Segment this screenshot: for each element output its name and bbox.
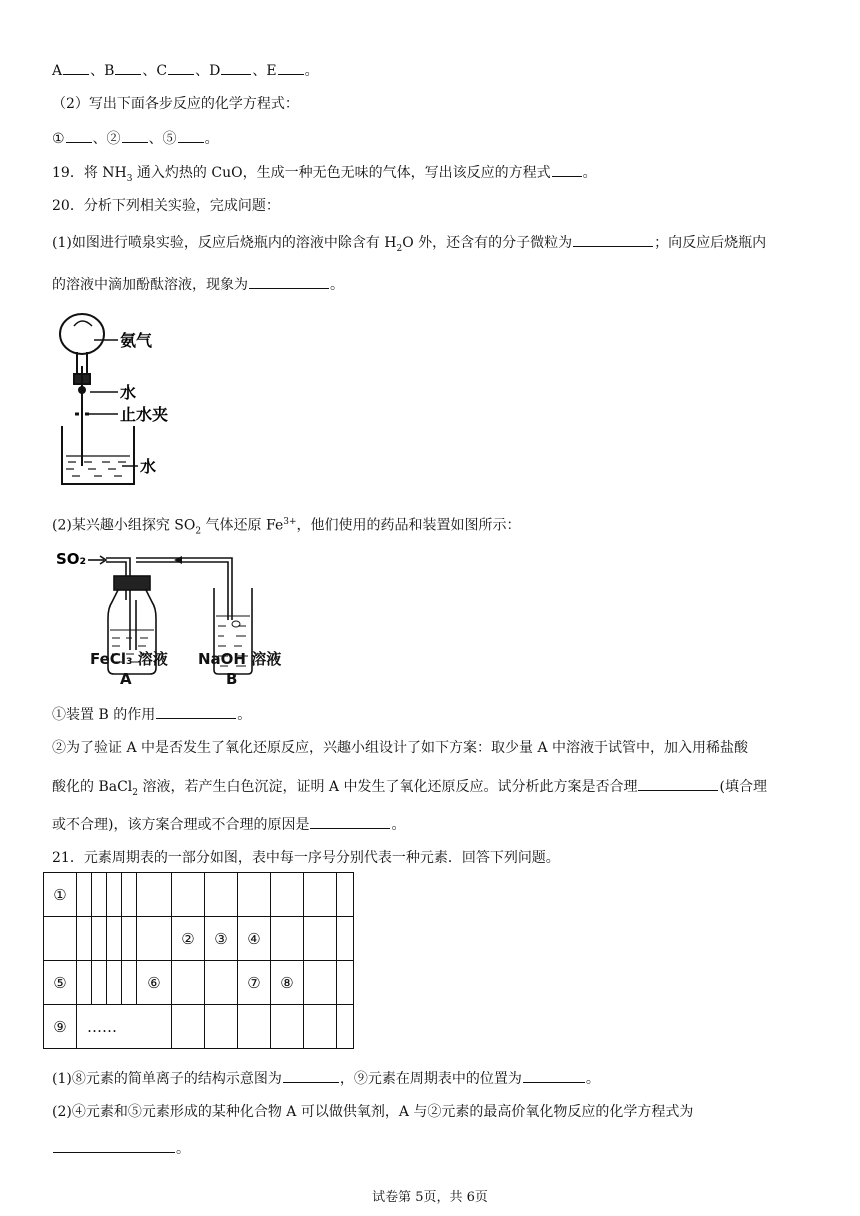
- text: (1)⑧元素的简单离子的结构示意图为: [52, 1071, 282, 1087]
- label-water-top: 水: [120, 383, 137, 402]
- pt-cell: [337, 917, 354, 961]
- text: 。: [237, 707, 252, 723]
- pt-cell: ③: [205, 917, 238, 961]
- question-21-2-cont: [52, 1138, 190, 1159]
- text: 。: [176, 1141, 190, 1157]
- text: 。: [582, 165, 597, 181]
- answer-line-abcde: [52, 60, 319, 81]
- pt-cell: [172, 873, 205, 917]
- pt-cell: [304, 873, 337, 917]
- pt-cell: [271, 1005, 304, 1049]
- pt-cell: ⑦: [238, 961, 271, 1005]
- text: 、B: [90, 63, 115, 79]
- label-apparatus-b: B: [226, 670, 238, 688]
- question-20-2-b-cont2: [52, 814, 405, 835]
- text: 气体还原 Fe: [201, 517, 284, 534]
- page-footer: 试卷第 5页，共 6页: [372, 1190, 488, 1205]
- label-ammonia: 氨气: [120, 331, 153, 350]
- pt-cell: [172, 961, 205, 1005]
- text: ；向反应后烧瓶内: [654, 235, 767, 251]
- periodic-table-fragment: [43, 872, 354, 1049]
- text: 、②: [92, 131, 121, 147]
- pt-cell: [271, 917, 304, 961]
- pt-cell: [92, 961, 107, 1005]
- pt-cell: [107, 917, 122, 961]
- superscript: 3+: [283, 517, 297, 527]
- text: ，他们使用的药品和装置如图所示：: [296, 517, 521, 534]
- pt-cell: [304, 1005, 337, 1049]
- pt-cell: ①: [44, 873, 77, 917]
- blank[interactable]: [552, 162, 582, 177]
- pt-cell: [137, 917, 172, 961]
- blank[interactable]: [63, 60, 89, 75]
- pt-cell: [337, 873, 354, 917]
- label-fecl3-solution: FeCl₃ 溶液: [90, 650, 168, 668]
- label-clamp: 止水夹: [120, 405, 169, 424]
- text: A: [52, 63, 63, 79]
- question-20-2-a: [52, 704, 251, 725]
- pt-cell: [44, 917, 77, 961]
- blank[interactable]: [178, 128, 204, 143]
- pt-cell: [92, 873, 107, 917]
- question-21-1: [52, 1068, 600, 1089]
- text: 。: [391, 817, 406, 833]
- pt-cell: ②: [172, 917, 205, 961]
- label-so2: SO₂: [56, 550, 87, 568]
- pt-cell: [337, 961, 354, 1005]
- pt-cell: [205, 873, 238, 917]
- text: 。: [585, 1071, 600, 1087]
- text: 、C: [142, 63, 168, 79]
- pt-cell: [304, 917, 337, 961]
- question-text: （2）写出下面各步反应的化学方程式：: [52, 96, 299, 112]
- text: 酸化的 BaCl: [52, 779, 133, 795]
- question-21-2: (2)④元素和⑤元素形成的某种化合物 A 可以做供氧剂，A 与②元素的最高价氧化物反应的化学方程式为: [52, 1104, 694, 1120]
- blank[interactable]: [310, 814, 390, 829]
- so2-figure-captions: [52, 646, 302, 692]
- text: 、D: [195, 63, 221, 79]
- question-20: 20．分析下列相关实验，完成问题：: [52, 198, 280, 214]
- answer-line-equations: [52, 128, 219, 149]
- pt-cell: [205, 961, 238, 1005]
- label-water-bottom: 水: [140, 457, 157, 476]
- text: O 外，还含有的分子微粒为: [402, 235, 573, 251]
- subscript: 2: [396, 243, 403, 254]
- pt-cell: [122, 961, 137, 1005]
- label-naoh-solution: NaOH 溶液: [198, 650, 282, 668]
- blank[interactable]: [283, 1068, 339, 1083]
- pt-cell: [238, 1005, 271, 1049]
- blank[interactable]: [53, 1138, 175, 1153]
- text: 、E: [252, 63, 277, 79]
- blank[interactable]: [115, 60, 141, 75]
- pt-cell: ⑧: [271, 961, 304, 1005]
- blank[interactable]: [156, 704, 236, 719]
- text: 通入灼热的 CuO，生成一种无色无味的气体，写出该反应的方程式: [132, 165, 551, 181]
- pt-cell: [271, 873, 304, 917]
- question-21: 21．元素周期表的一部分如图，表中每一序号分别代表一种元素．回答下列问题。: [52, 850, 560, 866]
- question-20-1-cont: [52, 274, 344, 295]
- text: (填合理: [719, 779, 767, 795]
- blank[interactable]: [66, 128, 92, 143]
- blank[interactable]: [168, 60, 194, 75]
- pt-cell: [77, 917, 92, 961]
- blank[interactable]: [221, 60, 251, 75]
- fountain-experiment-figure: [52, 306, 192, 492]
- question-20-2-b-cont: [52, 776, 767, 803]
- question-20-2-b: ②为了验证 A 中是否发生了氧化还原反应，兴趣小组设计了如下方案：取少量 A 中溶液于试管中，加入用稀盐酸: [52, 740, 749, 756]
- pt-cell: [107, 961, 122, 1005]
- subscript: 3: [126, 173, 133, 184]
- subscript: 2: [132, 787, 139, 798]
- text: (2)某兴趣小组探究 SO: [52, 517, 196, 534]
- pt-cell: [122, 873, 137, 917]
- text: 或不合理)，该方案合理或不合理的原因是: [52, 817, 310, 833]
- text: 。: [330, 277, 344, 293]
- pt-cell: ④: [238, 917, 271, 961]
- text: 溶液，若产生白色沉淀，证明 A 中发生了氧化还原反应。试分析此方案是否合理: [138, 779, 638, 795]
- pt-cell: ……: [77, 1005, 172, 1049]
- label-apparatus-a: A: [120, 670, 132, 688]
- text: ①: [52, 131, 65, 147]
- pt-cell: ⑤: [44, 961, 77, 1005]
- blank[interactable]: [122, 128, 148, 143]
- question-20-1: [52, 232, 766, 259]
- text: 。: [304, 63, 319, 79]
- pt-cell: ⑥: [137, 961, 172, 1005]
- pt-cell: [304, 961, 337, 1005]
- pt-cell: [337, 1005, 354, 1049]
- text: 的溶液中滴加酚酞溶液，现象为: [52, 277, 248, 293]
- blank[interactable]: [249, 274, 329, 289]
- text: (1)如图进行喷泉实验，反应后烧瓶内的溶液中除含有 H: [52, 235, 397, 251]
- text: ①装置 B 的作用: [52, 707, 156, 723]
- pt-cell: [172, 1005, 205, 1049]
- pt-cell: [77, 961, 92, 1005]
- question-19: [52, 162, 597, 189]
- blank[interactable]: [523, 1068, 585, 1083]
- pt-cell: [77, 873, 92, 917]
- blank[interactable]: [573, 232, 653, 247]
- pt-cell: [92, 917, 107, 961]
- pt-cell: [238, 873, 271, 917]
- pt-cell: [107, 873, 122, 917]
- blank[interactable]: [638, 776, 718, 791]
- pt-cell: [122, 917, 137, 961]
- text: 。: [204, 131, 219, 147]
- pt-cell: ⑨: [44, 1005, 77, 1049]
- question-20-2: [52, 512, 521, 541]
- text: 、⑤: [148, 131, 177, 147]
- pt-cell: [205, 1005, 238, 1049]
- pt-cell: [137, 873, 172, 917]
- blank[interactable]: [278, 60, 304, 75]
- text: 19．将 NH: [52, 165, 127, 181]
- text: ，⑨元素在周期表中的位置为: [339, 1071, 522, 1087]
- subscript: 2: [195, 526, 202, 537]
